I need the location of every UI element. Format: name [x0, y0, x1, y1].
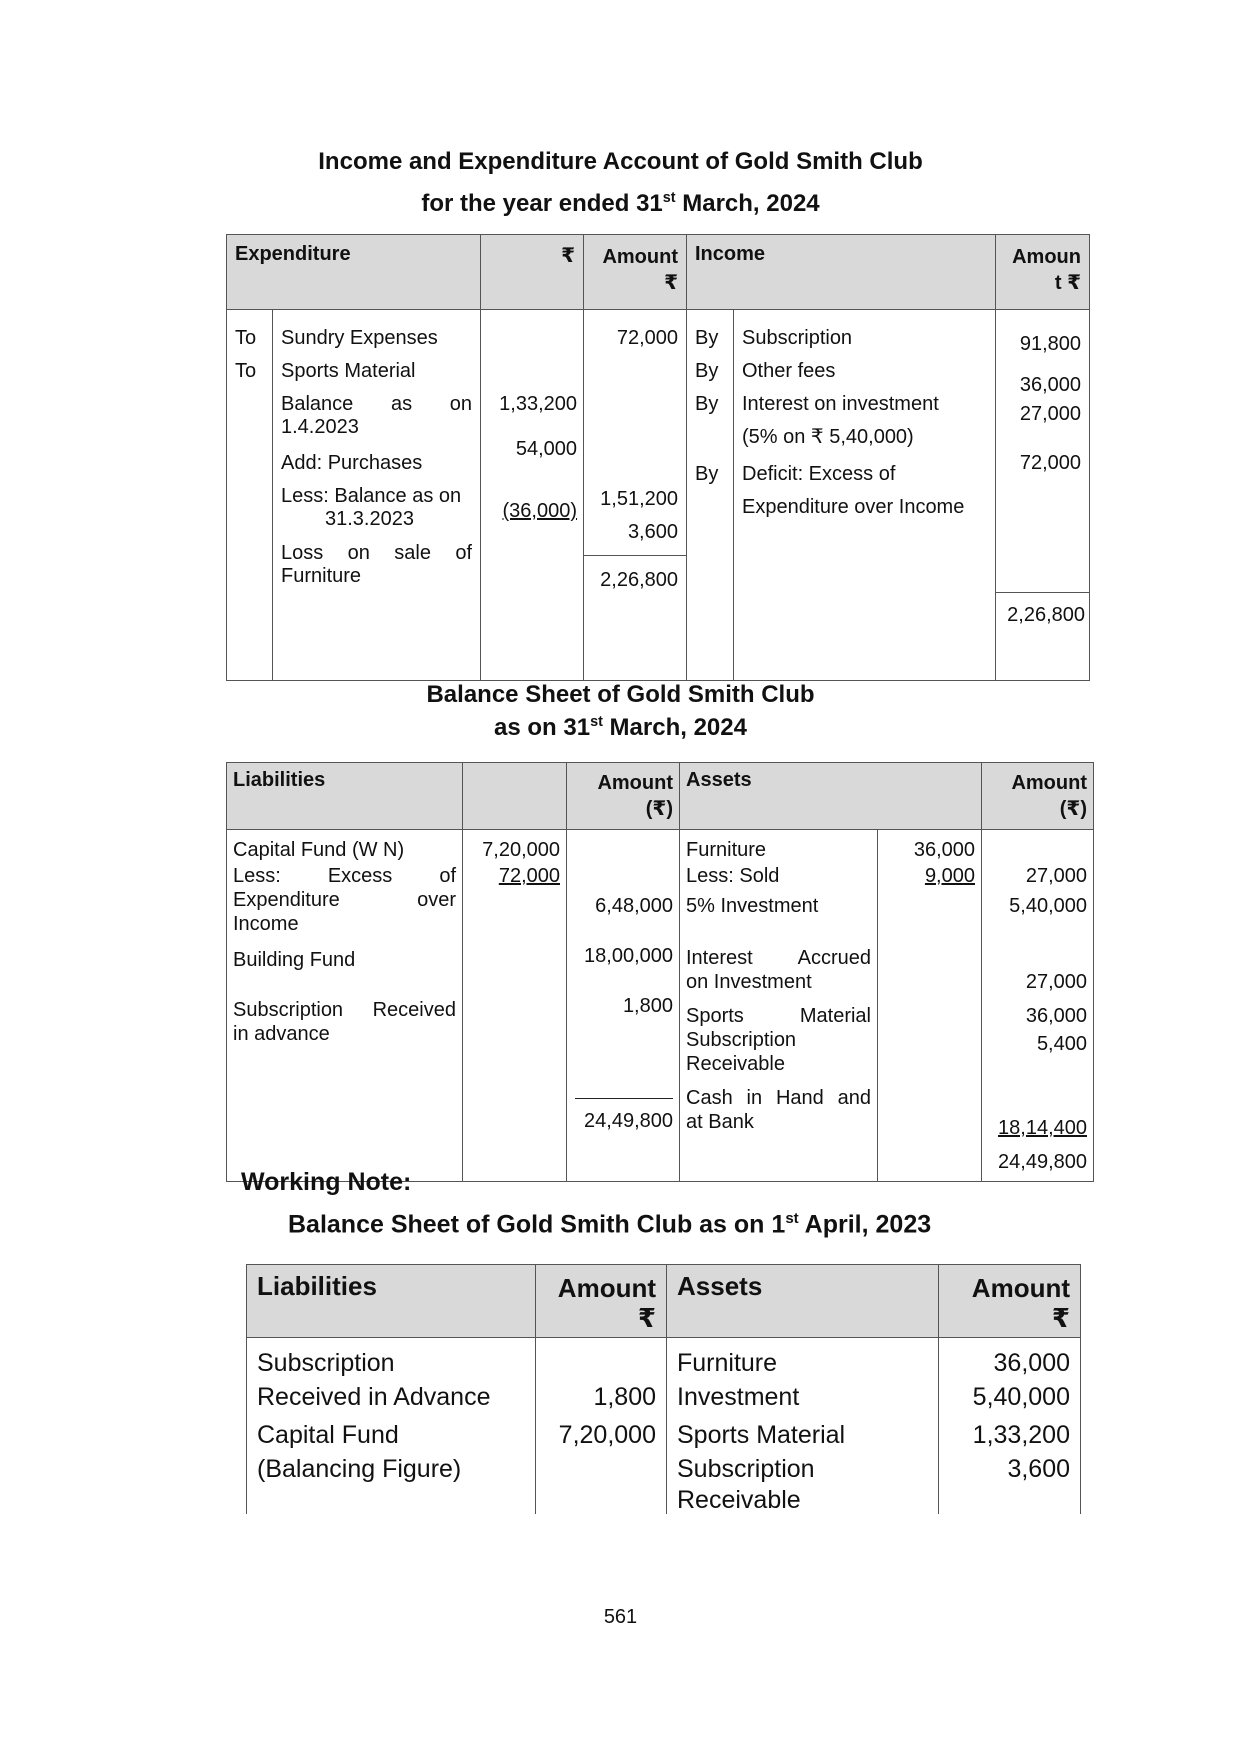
- bs-header-amount-assets: Amount (₹): [982, 763, 1094, 830]
- wn-sports: Sports Material: [677, 1421, 846, 1449]
- balance-sheet-2023-table: [246, 1264, 1081, 1514]
- inc-interest-detail: (5% on ₹ 5,40,000): [742, 426, 914, 448]
- wn-subs-advance-2: Received in Advance: [257, 1383, 491, 1411]
- wn-header-liabilities: Liabilities: [247, 1265, 536, 1338]
- wn-capital-fund: Capital Fund: [257, 1421, 399, 1449]
- inc-amount-other-fees: 36,000: [1019, 374, 1081, 396]
- bs-assets-inner-col: [878, 830, 982, 1182]
- exp-balance: Balance as on: [281, 393, 472, 415]
- bs-assets-total: 24,49,800: [998, 1151, 1087, 1173]
- exp-inner-balance: 1,33,200: [499, 393, 577, 415]
- bs-liab-total: 24,49,800: [584, 1110, 673, 1132]
- header-income: Income: [687, 235, 996, 310]
- bs-amount-cash: 18,14,400: [998, 1117, 1087, 1139]
- bs-cash: Cash in Hand and: [686, 1087, 871, 1109]
- page-number: 561: [603, 1606, 638, 1628]
- bs-amount-investment: 5,40,000: [1009, 895, 1087, 917]
- wn-capital-fund-2: (Balancing Figure): [257, 1455, 462, 1483]
- bs-furniture-inner: 36,000: [913, 839, 975, 861]
- exp-inner-less: (36,000): [502, 500, 577, 522]
- wn-subs-advance: Subscription: [257, 1349, 395, 1377]
- wn-assets-amount-col: [939, 1338, 1081, 1515]
- wn-liab-col: [247, 1338, 536, 1515]
- bs-header-amount: Amount (₹): [567, 763, 680, 830]
- header-amount: Amount ₹: [584, 235, 687, 310]
- inc-other-fees: Other fees: [742, 360, 836, 382]
- income-expenditure-table: [226, 234, 1090, 681]
- exp-sports: Sports Material: [281, 360, 416, 382]
- inc-amount-col: [996, 310, 1090, 681]
- inc-amount-interest: 27,000: [1019, 403, 1081, 425]
- bs-assets-amount-col: [982, 830, 1094, 1182]
- exp-prefix: To: [235, 360, 257, 382]
- inc-prefix-col: [687, 310, 734, 681]
- bs-liab-col: [227, 830, 463, 1182]
- inc-particulars-col: [734, 310, 996, 681]
- bs-liab-amount-col: [567, 830, 680, 1182]
- bs-amount-capital-net: 6,48,000: [595, 895, 673, 917]
- bs-liab-inner-col: [463, 830, 567, 1182]
- wn-assets-col: [667, 1338, 939, 1515]
- bs-cash-2: at Bank: [686, 1111, 754, 1133]
- wn-header-assets: Assets: [667, 1265, 939, 1338]
- wn-amount-sports: 1,33,200: [972, 1421, 1070, 1449]
- inc-deficit-detail: Expenditure over Income: [742, 496, 965, 518]
- exp-amount-loss: 3,600: [627, 521, 678, 543]
- bs-subs-advance: Subscription Received: [233, 999, 456, 1021]
- inc-amount-deficit: 72,000: [1019, 452, 1081, 474]
- bs-header-assets: Assets: [680, 763, 982, 830]
- bs-sports-material: Sports Material: [686, 1005, 871, 1027]
- wn-header-amount: Amount ₹: [536, 1265, 667, 1338]
- exp-amount-sports: 1,51,200: [600, 488, 678, 510]
- bs-amount-interest: 27,000: [1025, 971, 1087, 993]
- bs-building-fund: Building Fund: [233, 949, 356, 971]
- wn-amount-furniture: 36,000: [993, 1349, 1070, 1377]
- bs-interest-accrued-2: on Investment: [686, 971, 812, 993]
- bs-header-blank: [463, 763, 567, 830]
- ie-title: Income and Expenditure Account of Gold Smith Club: [318, 148, 923, 175]
- inc-prefix: By: [695, 393, 719, 415]
- bs-furniture: Furniture: [686, 839, 767, 861]
- exp-sundry: Sundry Expenses: [281, 327, 438, 349]
- wn-amount-investment: 5,40,000: [972, 1383, 1070, 1411]
- bs-subtitle: as on 31st March, 2024: [494, 714, 747, 741]
- wn-header-amount-assets: Amount ₹: [939, 1265, 1081, 1338]
- exp-loss: Loss on sale of: [281, 542, 472, 564]
- bs-amount-subs-receivable: 5,400: [1036, 1033, 1087, 1055]
- exp-less-balance: Less: Balance as on: [281, 485, 462, 507]
- inc-prefix: By: [695, 463, 719, 485]
- bs-subs-advance-2: in advance: [233, 1023, 330, 1045]
- bs-less-excess-3: Income: [233, 913, 299, 935]
- bs-less-sold: Less: Sold: [686, 865, 780, 887]
- wn-furniture: Furniture: [677, 1349, 778, 1377]
- wn-subs-receivable-2: Receivable: [677, 1486, 801, 1514]
- exp-less-balance-date: 31.3.2023: [325, 508, 414, 530]
- exp-particulars-col: [273, 310, 481, 681]
- inc-subscription: Subscription: [742, 327, 853, 349]
- bs-capital-inner: 7,20,000: [482, 839, 560, 861]
- exp-prefix-col: [227, 310, 273, 681]
- bs-less-inner: 72,000: [498, 865, 560, 887]
- exp-prefix: To: [235, 327, 257, 349]
- working-note-heading: Working Note:: [241, 1168, 412, 1196]
- bs-amount-building: 18,00,000: [584, 945, 673, 967]
- bs-amount-subs-advance: 1,800: [622, 995, 673, 1017]
- bs-sold-inner: 9,000: [924, 865, 975, 887]
- header-amount-income: Amoun t ₹: [996, 235, 1090, 310]
- wn-amount-subs-receivable: 3,600: [1007, 1455, 1070, 1483]
- exp-loss-furniture: Furniture: [281, 565, 362, 587]
- bs-investment: 5% Investment: [686, 895, 819, 917]
- balance-sheet-2024-table: [226, 762, 1094, 1182]
- bs-amount-sports: 36,000: [1025, 1005, 1087, 1027]
- exp-add-purchases: Add: Purchases: [281, 452, 423, 474]
- exp-amount-col: [584, 310, 687, 681]
- inc-prefix: By: [695, 360, 719, 382]
- inc-interest: Interest on investment: [742, 393, 939, 415]
- inc-prefix: By: [695, 327, 719, 349]
- wn-amount-capital: 7,20,000: [558, 1421, 656, 1449]
- inc-deficit: Deficit: Excess of: [742, 463, 896, 485]
- exp-inner-col: [481, 310, 584, 681]
- bs-subs-receivable: Subscription: [686, 1029, 797, 1051]
- bs-less-excess: Less: Excess of: [233, 865, 456, 887]
- wn-investment: Investment: [677, 1383, 800, 1411]
- exp-balance-date: 1.4.2023: [281, 416, 359, 438]
- bs-capital-fund: Capital Fund (W N): [233, 839, 405, 861]
- header-expenditure: Expenditure: [227, 235, 481, 310]
- bs-title: Balance Sheet of Gold Smith Club: [426, 681, 815, 708]
- wn-amount-subs-advance: 1,800: [593, 1383, 656, 1411]
- bs-less-excess-2: Expenditure over: [233, 889, 456, 911]
- header-rupee: ₹: [481, 235, 584, 310]
- bs-amount-furniture-net: 27,000: [1025, 865, 1087, 887]
- exp-inner-purchases: 54,000: [515, 438, 577, 460]
- ie-subtitle: for the year ended 31st March, 2024: [421, 190, 820, 217]
- bs-subs-receivable-2: Receivable: [686, 1053, 785, 1075]
- bs-header-liabilities: Liabilities: [227, 763, 463, 830]
- working-note-title: Balance Sheet of Gold Smith Club as on 1st April, 2023: [288, 1210, 932, 1239]
- wn-subs-receivable: Subscription: [677, 1455, 815, 1483]
- exp-amount-sundry: 72,000: [616, 327, 678, 349]
- wn-liab-amount-col: [536, 1338, 667, 1515]
- bs-interest-accrued: Interest Accrued: [686, 947, 871, 969]
- inc-amount-total: 2,26,800: [1007, 604, 1085, 626]
- inc-amount-subscription: 91,800: [1019, 333, 1081, 355]
- exp-amount-total: 2,26,800: [600, 569, 678, 591]
- bs-assets-col: [680, 830, 878, 1182]
